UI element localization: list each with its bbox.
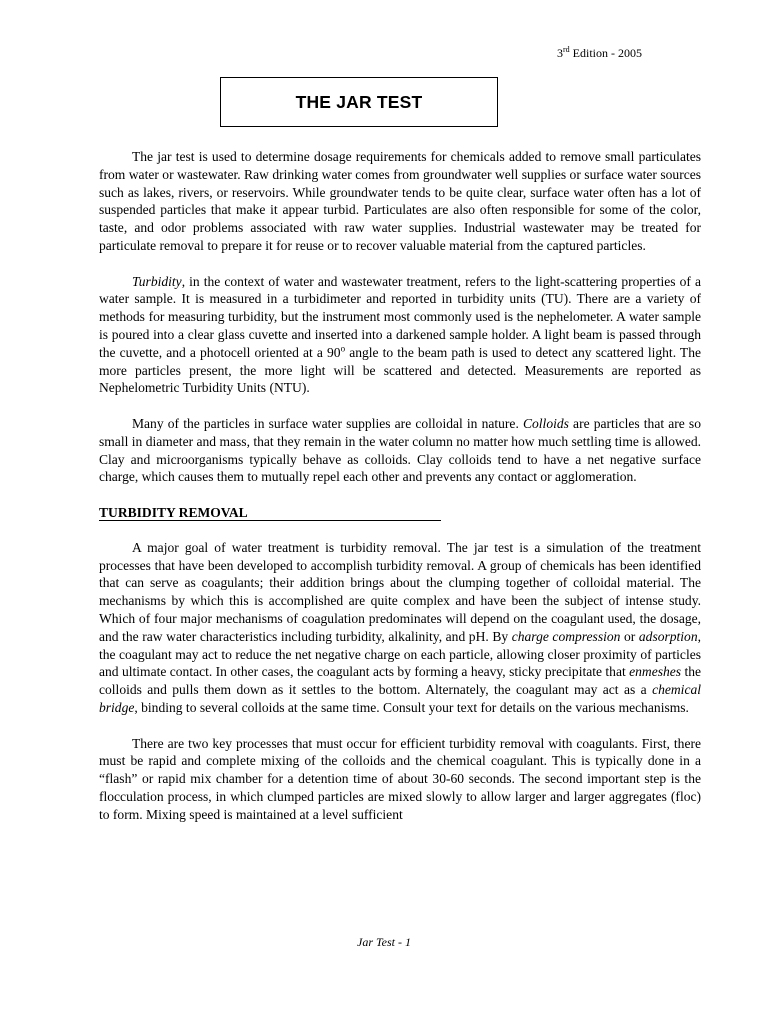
paragraph-key-processes: There are two key processes that must occur for efficient turbidity removal with coagulants. First, there must be rapid and complete mixing of the colloids and the chemical coagulant. This is typically done in a “flash” or rapid mix chamber for a detention time of about 30-60 seconds. The second important step is the flocculation process, in which clumped particles are mixed slowly to allow larger and larger aggregates (floc) to form. Mixing speed is maintained at a level sufficient (99, 735, 701, 822)
paragraph-text: A major goal of water treatment is turbidity removal. The jar test is a simulation of the treatment processes that have been developed to accomplish turbidity removal. A group of chemicals has been identified that can serve as coagulants; their addition brings about the clumping together of colloidal material. The mechanisms by which this is accomplished are quite complex and have been the subject of intense study. Which of four major mechanisms of coagulation predominates will depend on the coagulant used, the dosage, and the raw water characteristics including turbidity, alkalinity, and pH. By (99, 539, 701, 644)
edition-suffix: rd (563, 45, 570, 54)
paragraph-text: or (620, 628, 639, 644)
paragraph-text: , the coagulant may act to reduce the net negative charge on each particle, allowing closer proximity of particles and ultimate contact. In other cases, the coagulant acts by forming a heavy, sticky precipitate that (99, 628, 701, 680)
paragraph-colloids (99, 415, 701, 486)
term-charge-compression: charge compression (511, 628, 621, 644)
edition-label (557, 46, 642, 61)
paragraph-text: are particles that are so small in diameter and mass, that they remain in the water column no matter how much settling time is allowed. Clay and microorganisms typically behave as colloids. Clay colloids tend to have a net negative surface charge, which causes them to mutually repel each other and prevents any contact or agglomeration. (99, 415, 701, 485)
page-footer: Jar Test - 1 (357, 935, 411, 949)
term-enmeshes: enmeshes (629, 664, 682, 680)
title-box (220, 77, 498, 127)
paragraph-text: , in the context of water and wastewater treatment, refers to the light-scattering properties of a water sample. It is measured in a turbidimeter and reported in turbidity units (TU). There are a variety of methods for measuring turbidity, but the instrument most commonly used is the nephelometer. A water sample is poured into a clear glass cuvette and inserted into a darkened sample holder. A light beam is passed through the cuvette, and a photocell oriented at a 90 (99, 273, 701, 360)
document-title: THE JAR TEST (295, 91, 423, 112)
degree-sup: o (340, 343, 346, 354)
edition-number: 3 (557, 46, 563, 60)
paragraph-text: , binding to several colloids at the same time. Consult your text for details on the various mechanisms. (134, 699, 689, 715)
paragraph-coagulation (99, 539, 701, 717)
paragraph-text: Many of the particles in surface water supplies are colloidal in nature. (132, 415, 523, 431)
term-colloids: Colloids (522, 415, 569, 431)
term-adsorption: adsorption (638, 628, 698, 644)
edition-rest: Edition - 2005 (569, 46, 642, 60)
document-body (99, 148, 701, 823)
section-heading-turbidity-removal: TURBIDITY REMOVAL (99, 504, 441, 521)
paragraph-turbidity (99, 273, 701, 398)
term-turbidity: Turbidity (132, 273, 182, 289)
paragraph-text: the colloids and pulls them down as it settles to the bottom. Alternately, the coagulant may act as a (99, 664, 701, 698)
term-chemical-bridge: chemical bridge (99, 682, 701, 715)
paragraph-text: angle to the beam path is used to detect any scattered light. The more particles present, the more light will be scattered and detected. Measurements are reported as Nephelometric Turbidity Units (NTU). (99, 344, 701, 396)
paragraph-intro: The jar test is used to determine dosage requirements for chemicals added to remove small particulates from water or wastewater. Raw drinking water comes from groundwater well supplies or surface water sources such as lakes, rivers, or reservoirs. While groundwater tends to be quite clear, surface water often has a lot of suspended particles that make it appear turbid. Particulates are also often responsible for some of the color, taste, and odor problems associated with raw water supplies. Industrial wastewater may be treated for particulate removal to prepare it for reuse or to recover valuable material from the captured particles. (99, 149, 701, 253)
